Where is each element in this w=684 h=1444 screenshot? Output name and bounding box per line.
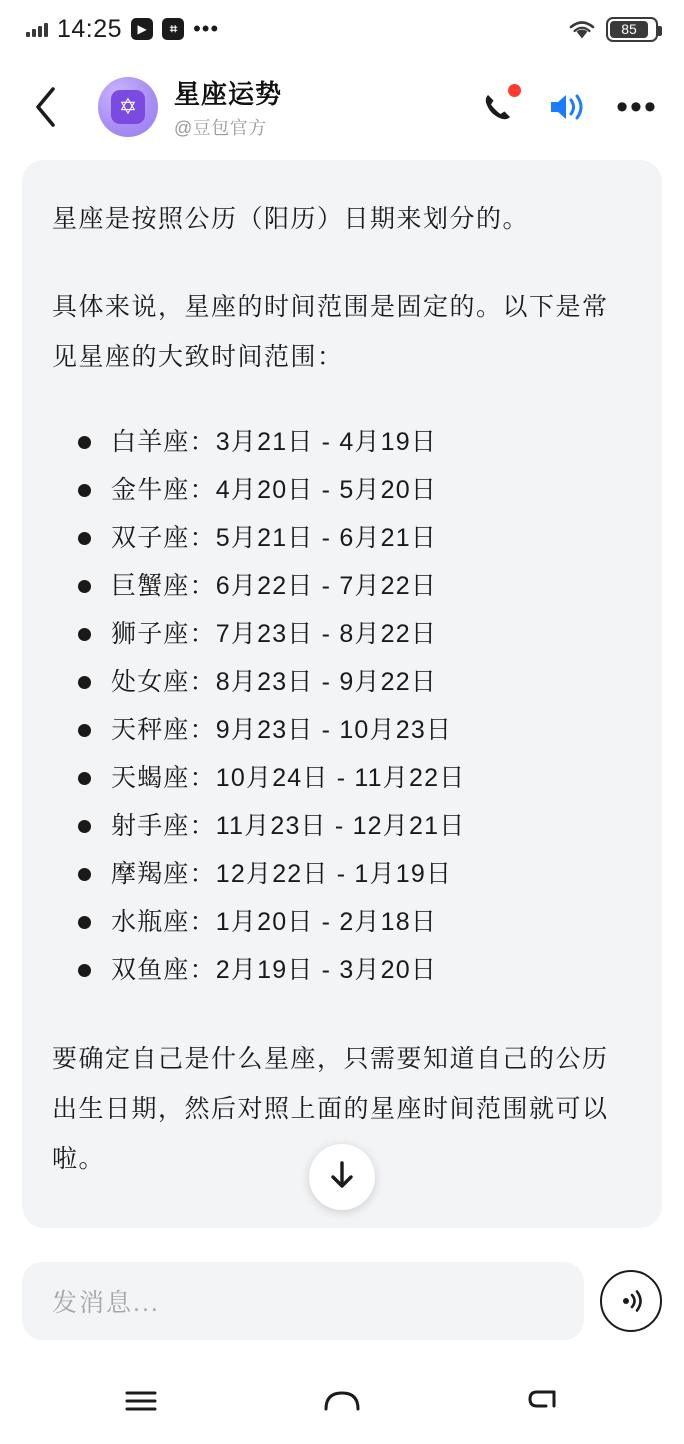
bullet-icon — [78, 532, 91, 545]
overflow-dots-icon: ••• — [193, 16, 220, 41]
avatar[interactable] — [98, 77, 158, 137]
list-item-label: 水瓶座：1月20日 - 2月18日 — [111, 908, 438, 936]
assistant-message-bubble — [22, 160, 662, 1228]
signal-bars-icon — [26, 21, 48, 37]
bullet-icon — [78, 916, 91, 929]
list-item-label: 摩羯座：12月22日 - 1月19日 — [111, 860, 453, 888]
zodiac-list — [52, 418, 632, 994]
status-bar-time: 14:25 — [57, 14, 123, 43]
message-paragraph-1: 星座是按照公历（阳历）日期来划分的。 — [52, 205, 530, 233]
scroll-to-bottom-button[interactable] — [309, 1144, 375, 1210]
list-item-label: 处女座：8月23日 - 9月22日 — [111, 668, 438, 696]
message-paragraph-2: 具体来说，星座的时间范围是固定的。以下是常见星座的大致时间范围： — [52, 293, 609, 371]
header-title-block[interactable] — [174, 74, 282, 140]
bullet-icon — [78, 820, 91, 833]
list-item — [52, 754, 632, 802]
more-options-icon[interactable]: ••• — [616, 88, 658, 126]
phone-call-icon[interactable] — [476, 86, 518, 128]
list-item — [52, 418, 632, 466]
status-bar-left — [26, 15, 219, 44]
bullet-icon — [78, 676, 91, 689]
list-item — [52, 802, 632, 850]
speaker-on-icon[interactable] — [546, 86, 588, 128]
voice-input-icon[interactable] — [600, 1270, 662, 1332]
list-item — [52, 898, 632, 946]
back-arrow-icon[interactable] — [26, 84, 66, 130]
list-item-label: 天蝎座：10月24日 - 11月22日 — [111, 764, 466, 792]
status-bar — [0, 0, 684, 58]
battery-icon — [606, 17, 658, 42]
recent-apps-icon[interactable] — [106, 1371, 176, 1431]
notification-badge — [508, 84, 521, 97]
message-paragraph-3: 要确定自己是什么星座，只需要知道自己的公历出生日期，然后对照上面的星座时间范围就可以啦。 — [52, 1045, 609, 1173]
list-item-label: 射手座：11月23日 - 12月21日 — [111, 812, 466, 840]
wifi-icon — [568, 19, 594, 39]
bullet-icon — [78, 580, 91, 593]
list-item-label: 巨蟹座：6月22日 - 7月22日 — [111, 572, 438, 600]
battery-level: 85 — [621, 21, 637, 37]
bullet-icon — [78, 964, 91, 977]
list-item — [52, 562, 632, 610]
list-item — [52, 466, 632, 514]
message-input[interactable] — [22, 1262, 584, 1340]
system-nav-bar — [0, 1358, 684, 1444]
list-item — [52, 850, 632, 898]
bullet-icon — [78, 772, 91, 785]
list-item-label: 金牛座：4月20日 - 5月20日 — [111, 476, 438, 504]
list-item-label: 双子座：5月21日 - 6月21日 — [111, 524, 438, 552]
bullet-icon — [78, 436, 91, 449]
system-back-icon[interactable] — [508, 1371, 578, 1431]
list-item-label: 双鱼座：2月19日 - 3月20日 — [111, 956, 438, 984]
chat-header — [0, 58, 684, 156]
avatar-glyph: ✡ — [111, 90, 145, 124]
list-item — [52, 514, 632, 562]
list-item — [52, 706, 632, 754]
message-input-placeholder: 发消息... — [52, 1289, 160, 1317]
message-input-bar — [0, 1246, 684, 1358]
status-bar-right — [568, 17, 658, 42]
bullet-icon — [78, 484, 91, 497]
list-item-label: 狮子座：7月23日 - 8月22日 — [111, 620, 438, 648]
bullet-icon — [78, 628, 91, 641]
message-scroll-area[interactable] — [0, 156, 684, 1246]
header-actions — [476, 86, 658, 128]
page-title: 星座运势 — [174, 79, 283, 109]
home-icon[interactable] — [307, 1371, 377, 1431]
play-square-icon: ▶ — [131, 18, 153, 40]
bullet-icon — [78, 724, 91, 737]
list-item — [52, 610, 632, 658]
shuffle-square-icon: ⌗ — [162, 18, 184, 40]
list-item-label: 白羊座：3月21日 - 4月19日 — [111, 428, 438, 456]
list-item — [52, 946, 632, 994]
bullet-icon — [78, 868, 91, 881]
list-item — [52, 658, 632, 706]
arrow-down-icon — [327, 1159, 357, 1196]
list-item-label: 天秤座：9月23日 - 10月23日 — [111, 716, 453, 744]
page-subtitle: @豆包官方 — [174, 118, 267, 138]
